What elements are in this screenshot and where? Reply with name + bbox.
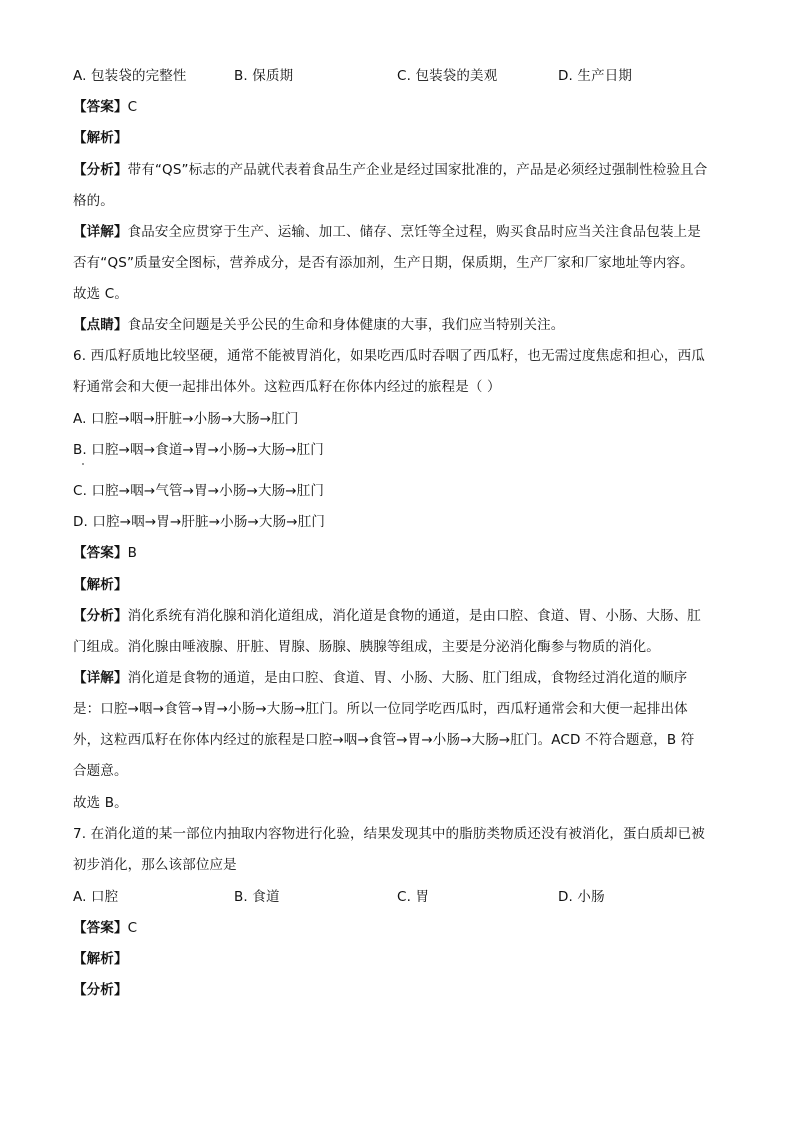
q6-detail-line-3 [73, 731, 728, 749]
q6-fenxi-text-1: 消化系统有消化腺和消化道组成，消化道是食物的通道，是由口腔、食道、胃、小肠、大肠、肛 [127, 608, 701, 624]
q5-fenxi-line-1 [73, 161, 728, 179]
q6-fenxi-line-2 [73, 638, 728, 656]
q7-fenxi-heading [73, 981, 728, 999]
q5-option-b: B. 保质期 [234, 68, 294, 84]
q6-answer-label: 【答案】 [73, 545, 128, 561]
q7-stem-text-1: 7. 在消化道的某一部位内抽取内容物进行化验，结果发现其中的脂肪类物质还没有被消化，蛋白质却已被 [73, 826, 705, 842]
q6-conclusion-text: 故选 B。 [73, 795, 128, 811]
q5-detail-text-1: 食品安全应贯穿于生产、运输、加工、储存、烹饪等全过程，购买食品时应当关注食品包装上是 [127, 224, 701, 240]
q5-option-a: A. 包装袋的完整性 [73, 68, 187, 84]
q5-analysis-label: 【解析】 [73, 130, 128, 146]
q7-fenxi-label: 【分析】 [73, 982, 128, 998]
q7-answer-label: 【答案】 [73, 920, 128, 936]
q6-conclusion [73, 794, 728, 812]
q6-fenxi-label: 【分析】 [73, 608, 128, 624]
q6-detail-label: 【详解】 [73, 670, 128, 686]
q6-answer [73, 544, 728, 562]
q7-option-d: D. 小肠 [558, 889, 605, 905]
q6-detail-text-2: 是：口腔→咽→食管→胃→小肠→大肠→肛门。所以一位同学吃西瓜时，西瓜籽通常会和大便一起排出体 [73, 701, 688, 717]
q6-detail-text-3: 外，这粒西瓜籽在你体内经过的旅程是口腔→咽→食管→胃→小肠→大肠→肛门。ACD 不符合题意，B 符 [73, 732, 695, 748]
q6-analysis-label: 【解析】 [73, 577, 128, 593]
q7-option-a: A. 口腔 [73, 889, 119, 905]
q6-option-c-text: C. 口腔→咽→气管→胃→小肠→大肠→肛门 [73, 483, 325, 499]
q7-stem-line-2 [73, 856, 728, 874]
q6-stem-line-2 [73, 378, 728, 396]
q5-detail-text-2: 否有“QS”质量安全图标，营养成分，是否有添加剂，生产日期，保质期，生产厂家和厂家地址等内容。 [73, 255, 694, 271]
q6-option-c [73, 482, 728, 500]
q5-option-d: D. 生产日期 [558, 68, 633, 84]
q5-option-c: C. 包装袋的美观 [397, 68, 498, 84]
q7-option-c: C. 胃 [397, 889, 430, 905]
q5-dianjing-label: 【点睛】 [73, 317, 128, 333]
q5-detail-line-2 [73, 254, 728, 272]
q5-conclusion-text: 故选 C。 [73, 286, 128, 302]
q6-option-b-text: B. 口腔→咽→食道→胃→小肠→大肠→肛门 [73, 442, 324, 458]
q6-stem-text-2: 籽通常会和大便一起排出体外。这粒西瓜籽在你体内经过的旅程是（ ） [73, 379, 501, 395]
q6-option-a-text: A. 口腔→咽→肝脏→小肠→大肠→肛门 [73, 411, 299, 427]
q6-detail-text-1: 消化道是食物的通道，是由口腔、食道、胃、小肠、大肠、肛门组成，食物经过消化道的顺序 [127, 670, 688, 686]
q7-stem-line-1 [73, 825, 728, 843]
q7-options-row [73, 888, 728, 906]
q5-detail-line-1 [73, 223, 728, 241]
q5-options-row [73, 67, 728, 85]
q6-detail-text-4: 合题意。 [73, 763, 128, 779]
q6-fenxi-text-2: 门组成。消化腺由唾液腺、肝脏、胃腺、肠腺、胰腺等组成，主要是分泌消化酶参与物质的消化。 [73, 639, 660, 655]
q5-answer-value: C [127, 99, 138, 115]
q7-analysis-heading [73, 950, 728, 968]
q5-answer-label: 【答案】 [73, 99, 128, 115]
q6-option-d-text: D. 口腔→咽→胃→肝脏→小肠→大肠→肛门 [73, 514, 325, 530]
q6-option-b [73, 441, 728, 459]
q7-answer-value: C [127, 920, 138, 936]
q6-option-a [73, 410, 728, 428]
q5-fenxi-text-1: 带有“QS”标志的产品就代表着食品生产企业是经过国家批准的，产品是必须经过强制性检验且合 [127, 162, 708, 178]
q5-analysis-heading [73, 129, 728, 147]
q5-fenxi-line-2 [73, 192, 728, 210]
q6-stem-text-1: 6. 西瓜籽质地比较坚硬，通常不能被胃消化，如果吃西瓜时吞咽了西瓜籽，也无需过度焦虑和担心，西瓜 [73, 348, 705, 364]
q7-answer [73, 919, 728, 937]
q6-detail-line-4 [73, 762, 728, 780]
q5-fenxi-text-2: 格的。 [73, 193, 114, 209]
q7-analysis-label: 【解析】 [73, 951, 128, 967]
q5-detail-label: 【详解】 [73, 224, 128, 240]
q5-fenxi-label: 【分析】 [73, 162, 128, 178]
q5-dianjing [73, 316, 728, 334]
q7-option-b: B. 食道 [234, 889, 280, 905]
q6-option-d [73, 513, 728, 531]
q6-analysis-heading [73, 576, 728, 594]
scan-dot [82, 463, 84, 465]
q6-stem-line-1 [73, 347, 728, 365]
q5-answer [73, 98, 728, 116]
q5-conclusion [73, 285, 728, 303]
q6-detail-line-2 [73, 700, 728, 718]
q6-fenxi-line-1 [73, 607, 728, 625]
q6-detail-line-1 [73, 669, 728, 687]
q5-dianjing-text: 食品安全问题是关乎公民的生命和身体健康的大事，我们应当特别关注。 [127, 317, 565, 333]
q6-answer-value: B [127, 545, 138, 561]
q7-stem-text-2: 初步消化，那么该部位应是 [73, 857, 237, 873]
